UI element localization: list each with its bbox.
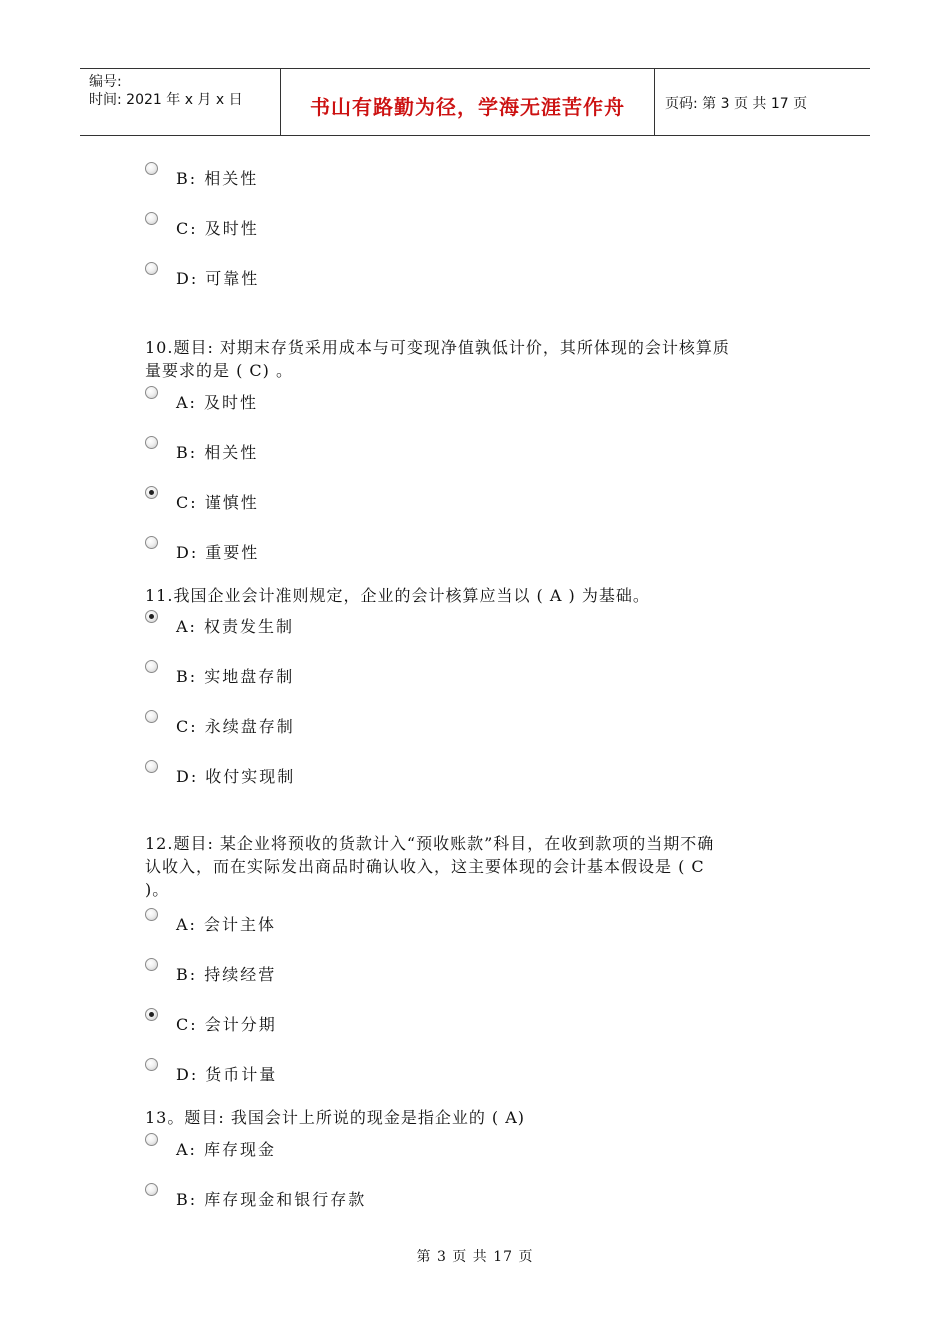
question-text-line: )。 (145, 880, 170, 899)
q12-option-c[interactable] (145, 1008, 645, 1034)
q12-option-d[interactable] (145, 1058, 645, 1084)
option-prev-d[interactable] (145, 262, 645, 288)
option-label: B: 实地盘存制 (176, 667, 295, 686)
question-11-text (145, 584, 815, 607)
page-footer: 第 3 页 共 17 页 (416, 1249, 534, 1265)
radio-unchecked-icon[interactable] (145, 386, 158, 399)
q11-option-a[interactable] (145, 610, 645, 636)
option-label: B: 库存现金和银行存款 (176, 1190, 367, 1209)
q10-option-c[interactable] (145, 486, 645, 512)
q10-option-a[interactable] (145, 386, 645, 412)
option-prev-b[interactable] (145, 162, 645, 188)
option-label: B: 持续经营 (176, 965, 277, 984)
radio-unchecked-icon[interactable] (145, 262, 158, 275)
option-prev-c[interactable] (145, 212, 645, 238)
option-label: B: 相关性 (176, 169, 259, 188)
q13-option-a[interactable] (145, 1133, 645, 1159)
question-text-line: 10.题目: 对期末存货采用成本与可变现净值孰低计价，其所体现的会计核算质 (145, 338, 730, 357)
header-page-info: 页码: 第 3 页 共 17 页 (665, 96, 808, 112)
radio-checked-icon[interactable] (145, 1008, 158, 1021)
question-13-text (145, 1106, 815, 1129)
radio-unchecked-icon[interactable] (145, 1133, 158, 1146)
radio-unchecked-icon[interactable] (145, 760, 158, 773)
header-motto: 书山有路勤为径，学海无涯苦作舟 (281, 69, 655, 135)
radio-checked-icon[interactable] (145, 486, 158, 499)
option-label: A: 库存现金 (176, 1140, 277, 1159)
q12-option-b[interactable] (145, 958, 645, 984)
radio-unchecked-icon[interactable] (145, 1183, 158, 1196)
radio-unchecked-icon[interactable] (145, 1058, 158, 1071)
question-12-text (145, 832, 815, 901)
question-10-text (145, 336, 815, 382)
question-text-line: 11.我国企业会计准则规定，企业的会计核算应当以 ( A ) 为基础。 (145, 586, 650, 605)
radio-unchecked-icon[interactable] (145, 710, 158, 723)
q11-option-b[interactable] (145, 660, 645, 686)
question-text-line: 12.题目: 某企业将预收的货款计入“预收账款”科目，在收到款项的当期不确 (145, 834, 715, 853)
option-label: D: 货币计量 (176, 1065, 278, 1084)
radio-unchecked-icon[interactable] (145, 958, 158, 971)
q13-option-b[interactable] (145, 1183, 645, 1209)
option-label: C: 谨慎性 (176, 493, 259, 512)
option-label: D: 重要性 (176, 543, 260, 562)
question-text-line: 认收入，而在实际发出商品时确认收入，这主要体现的会计基本假设是 ( C (145, 857, 705, 876)
radio-unchecked-icon[interactable] (145, 908, 158, 921)
q12-option-a[interactable] (145, 908, 645, 934)
option-label: C: 及时性 (176, 219, 259, 238)
radio-unchecked-icon[interactable] (145, 162, 158, 175)
radio-unchecked-icon[interactable] (145, 536, 158, 549)
question-text-line: 13。题目: 我国会计上所说的现金是指企业的 ( A) (145, 1108, 526, 1127)
q10-option-b[interactable] (145, 436, 645, 462)
document-time: 时间: 2021 年 x 月 x 日 (89, 92, 243, 108)
radio-unchecked-icon[interactable] (145, 436, 158, 449)
question-text-line: 量要求的是 ( C) 。 (145, 361, 293, 380)
radio-unchecked-icon[interactable] (145, 660, 158, 673)
option-label: D: 收付实现制 (176, 767, 296, 786)
document-number-label: 编号: (89, 74, 122, 90)
q11-option-c[interactable] (145, 710, 645, 736)
option-label: D: 可靠性 (176, 269, 260, 288)
option-label: C: 会计分期 (176, 1015, 277, 1034)
radio-checked-icon[interactable] (145, 610, 158, 623)
radio-unchecked-icon[interactable] (145, 212, 158, 225)
q10-option-d[interactable] (145, 536, 645, 562)
option-label: C: 永续盘存制 (176, 717, 295, 736)
q11-option-d[interactable] (145, 760, 645, 786)
option-label: B: 相关性 (176, 443, 259, 462)
option-label: A: 及时性 (176, 393, 259, 412)
option-label: A: 权责发生制 (176, 617, 295, 636)
option-label: A: 会计主体 (176, 915, 277, 934)
